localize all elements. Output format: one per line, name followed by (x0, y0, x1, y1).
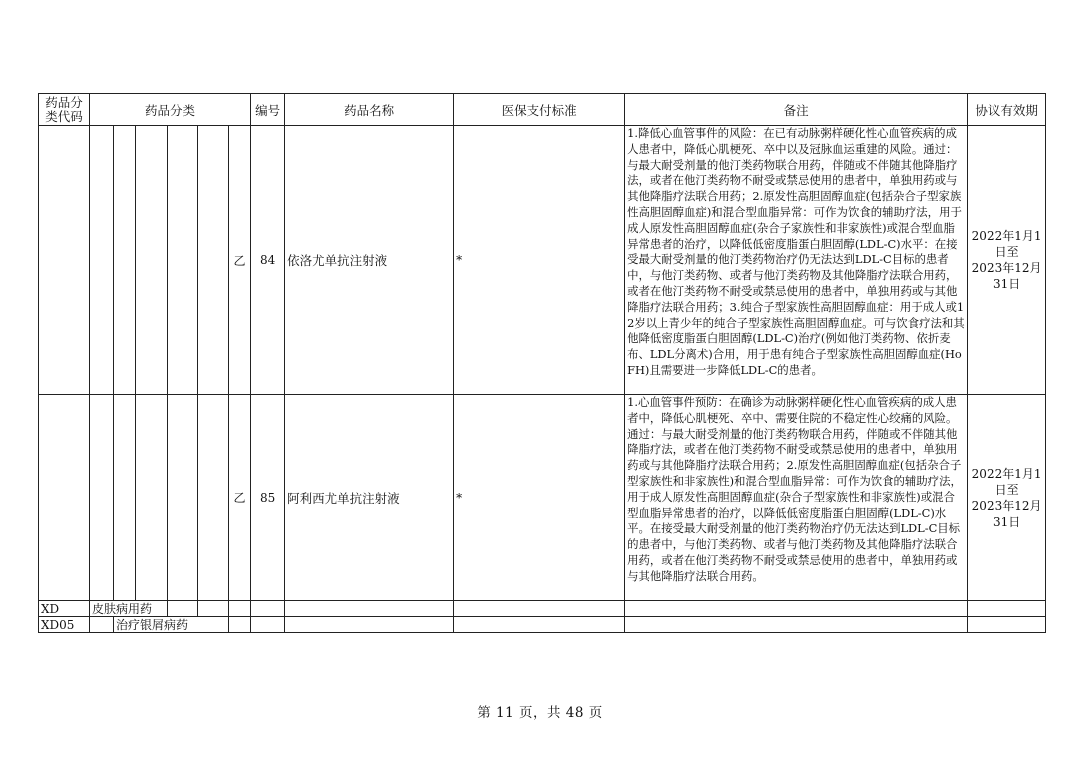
header-number: 编号 (251, 94, 285, 126)
drug-name: 阿利西尤单抗注射液 (285, 395, 454, 601)
period-end: 2023年12月31日 (971, 261, 1042, 291)
drug-note: 1.降低心血管事件的风险：在已有动脉粥样硬化性心血管疾病的成人患者中，降低心肌梗死、卒中以及冠脉血运重建的风险。通过：与最大耐受剂量的他汀类药物联合用药，伴随或不伴随其他降脂疗法，或者在他汀类药物不耐受或禁忌使用的患者中，单独用药或与其他降脂疗法联合用药；2.原发性高胆固醇血症(包括杂合子型家族性高胆固醇血症)和混合型血脂异常：可作为饮食的辅助疗法，用于成人原发性高胆固醇血症(杂合子家族性和非家族性)或混合型血脂异常患者的治疗，以降低低密度脂蛋白胆固醇(LDL-C)水平：在接受最大耐受剂量的他汀类药物治疗仍无法达到LDL-C目标的患者中，与他汀类药物、或者与他汀类药物及其他降脂疗法联合用药，或者在他汀类药物不耐受或禁忌使用的患者中，单独用药或与其他降脂疗法联合用药；3.纯合子型家族性高胆固醇血症：用于成人或12岁以上青少年的纯合子型家族性高胆固醇血症。可与饮食疗法和其他降低密度脂蛋白胆固醇(LDL-C)治疗(例如他汀类药物、依折麦布、LDL分离术)合用，用于患有纯合子型家族性高胆固醇血症(HoFH)且需要进一步降低LDL-C的患者。 (625, 126, 968, 395)
drug-note: 1.心血管事件预防：在确诊为动脉粥样硬化性心血管疾病的成人患者中，降低心肌梗死、卒中、需要住院的不稳定性心绞痛的风险。通过：与最大耐受剂量的他汀类药物联合用药，伴随或不伴随其他降脂疗法，或者在他汀类药物不耐受或禁忌使用的患者中，单独用药或与其他降脂疗法联合用药；2.原发性高胆固醇血症(包括杂合子型家族性和非家族性)和混合型血脂异常：可作为饮食的辅助疗法，用于成人原发性高胆固醇血症(杂合子型家族性和非家族性)或混合型血脂异常患者的治疗，以降低低密度脂蛋白胆固醇(LDL-C)水平。在接受最大耐受剂量的他汀类药物治疗仍无法达到LDL-C目标的患者中，与他汀类药物、或者与他汀类药物及其他降脂疗法联合用药，或者在他汀类药物不耐受或禁忌使用的患者中，单独用药或与其他降脂疗法联合用药。 (625, 395, 968, 601)
drug-name: 依洛尤单抗注射液 (285, 126, 454, 395)
period-start: 2022年1月1日至 (971, 229, 1042, 259)
drug-grade: 乙 (229, 126, 251, 395)
category-label: 皮肤病用药 (90, 601, 168, 617)
header-period: 协议有效期 (968, 94, 1046, 126)
period-start: 2022年1月1日至 (971, 466, 1042, 497)
header-code: 药品分类代码 (39, 94, 90, 126)
drug-number: 85 (251, 395, 285, 601)
header-category: 药品分类 (90, 94, 251, 126)
category-row (39, 617, 1046, 633)
drug-number: 84 (251, 126, 285, 395)
category-row (39, 601, 1046, 617)
category-code: XD05 (39, 617, 90, 633)
table-header-row (39, 94, 1046, 126)
header-note: 备注 (625, 94, 968, 126)
page-number: 第 11 页，共 48 页 (477, 705, 603, 721)
header-name: 药品名称 (285, 94, 454, 126)
payment-standard: * (454, 126, 625, 395)
drug-grade: 乙 (229, 395, 251, 601)
payment-standard: * (454, 395, 625, 601)
category-code: XD (39, 601, 90, 617)
category-label: 治疗银屑病药 (114, 617, 229, 633)
agreement-period (968, 126, 1046, 395)
header-standard: 医保支付标准 (454, 94, 625, 126)
table-row (39, 395, 1046, 601)
period-end: 2023年12月31日 (971, 498, 1042, 529)
drug-list-table (38, 93, 1046, 633)
table-row (39, 126, 1046, 395)
agreement-period (968, 395, 1046, 601)
